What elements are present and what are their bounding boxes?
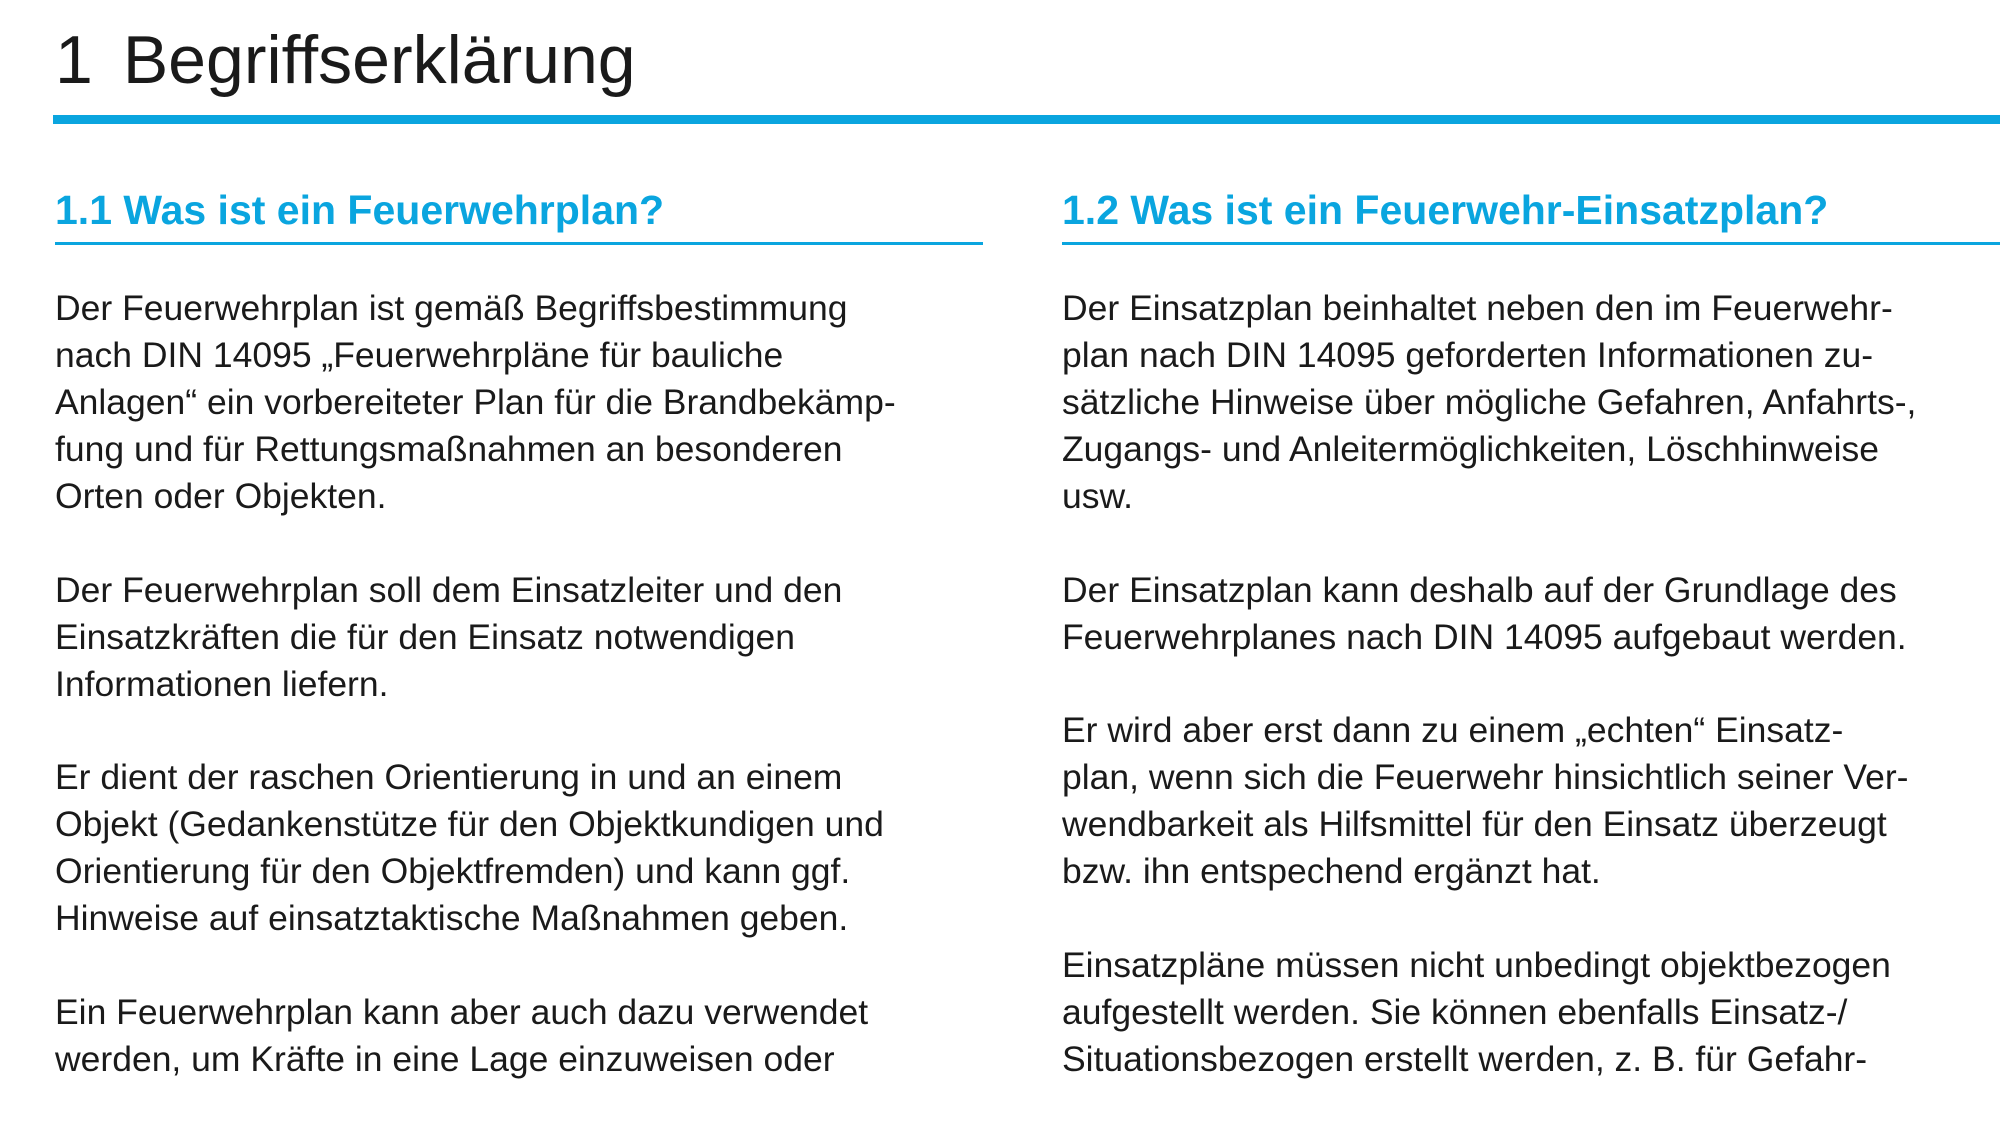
chapter-number: 1 xyxy=(55,22,93,98)
text-line: Er wird aber erst dann zu einem „echten“ Einsatz- xyxy=(1062,710,1844,750)
text-line: werden, um Kräfte in eine Lage einzuweisen oder xyxy=(55,1038,835,1079)
section-heading: 1.2 Was ist ein Feuerwehr-Einsatzplan? xyxy=(1062,187,1829,233)
text-line: sätzliche Hinweise über mögliche Gefahren, Anfahrts-, xyxy=(1062,382,1917,422)
paragraph xyxy=(55,285,983,520)
text-line: Einsatzkräften die für den Einsatz notwendigen xyxy=(55,616,796,657)
text-line: nach DIN 14095 „Feuerwehrpläne für bauliche xyxy=(55,335,784,375)
paragraph xyxy=(55,754,983,942)
text-line: Zugangs- und Anleitermöglichkeiten, Löschhinweise xyxy=(1062,429,1879,469)
text-line: Der Feuerwehrplan ist gemäß Begriffsbestimmung xyxy=(55,288,848,328)
section-1-1 xyxy=(55,180,983,1129)
section-body xyxy=(55,285,983,1083)
text-line: Anlagen“ ein vorbereiteter Plan für die Brandbekämp- xyxy=(55,382,896,422)
text-line: Der Feuerwehrplan soll dem Einsatzleiter und den xyxy=(55,569,843,610)
paragraph xyxy=(1062,942,2000,1083)
section-body xyxy=(1062,285,2000,1083)
text-line: Der Einsatzplan kann deshalb auf der Grundlage des xyxy=(1062,569,1897,610)
section-divider xyxy=(1062,242,2000,245)
paragraph xyxy=(1062,285,2000,520)
section-1-2 xyxy=(1062,180,2000,1129)
chapter-title-text: Begriffserklärung xyxy=(122,22,636,98)
text-line: Einsatzpläne müssen nicht unbedingt objektbezogen xyxy=(1062,944,1891,985)
paragraph xyxy=(1062,567,2000,661)
paragraph xyxy=(55,567,983,708)
section-heading: 1.1 Was ist ein Feuerwehrplan? xyxy=(55,187,665,233)
section-divider xyxy=(55,242,983,245)
text-line: usw. xyxy=(1062,476,1134,516)
text-line: plan, wenn sich die Feuerwehr hinsichtlich seiner Ver- xyxy=(1062,757,1909,797)
text-line: Hinweise auf einsatztaktische Maßnahmen geben. xyxy=(55,898,849,938)
text-line: Er dient der raschen Orientierung in und an einem xyxy=(55,757,843,797)
text-line: aufgestellt werden. Sie können ebenfalls Einsatz-/ xyxy=(1062,991,1848,1032)
text-line: Ein Feuerwehrplan kann aber auch dazu verwendet xyxy=(55,991,869,1032)
text-line: wendbarkeit als Hilfsmittel für den Einsatz überzeugt xyxy=(1062,804,1887,844)
text-line: Situationsbezogen erstellt werden, z. B. für Gefahr- xyxy=(1062,1038,1868,1079)
paragraph xyxy=(1062,707,2000,895)
text-line: Informationen liefern. xyxy=(55,663,389,704)
text-line: Orten oder Objekten. xyxy=(55,476,387,516)
text-line: Der Einsatzplan beinhaltet neben den im Feuerwehr- xyxy=(1062,288,1893,328)
paragraph xyxy=(55,989,983,1083)
text-line: Objekt (Gedankenstütze für den Objektkundigen und xyxy=(55,804,884,844)
text-line: bzw. ihn entspechend ergänzt hat. xyxy=(1062,851,1601,891)
chapter-divider xyxy=(53,115,2000,124)
text-line: plan nach DIN 14095 geforderten Informationen zu- xyxy=(1062,335,1874,375)
text-line: fung und für Rettungsmaßnahmen an besonderen xyxy=(55,429,843,469)
text-line: Feuerwehrplanes nach DIN 14095 aufgebaut werden. xyxy=(1062,616,1907,657)
text-line: Orientierung für den Objektfremden) und kann ggf. xyxy=(55,851,851,891)
chapter-title xyxy=(55,20,636,100)
